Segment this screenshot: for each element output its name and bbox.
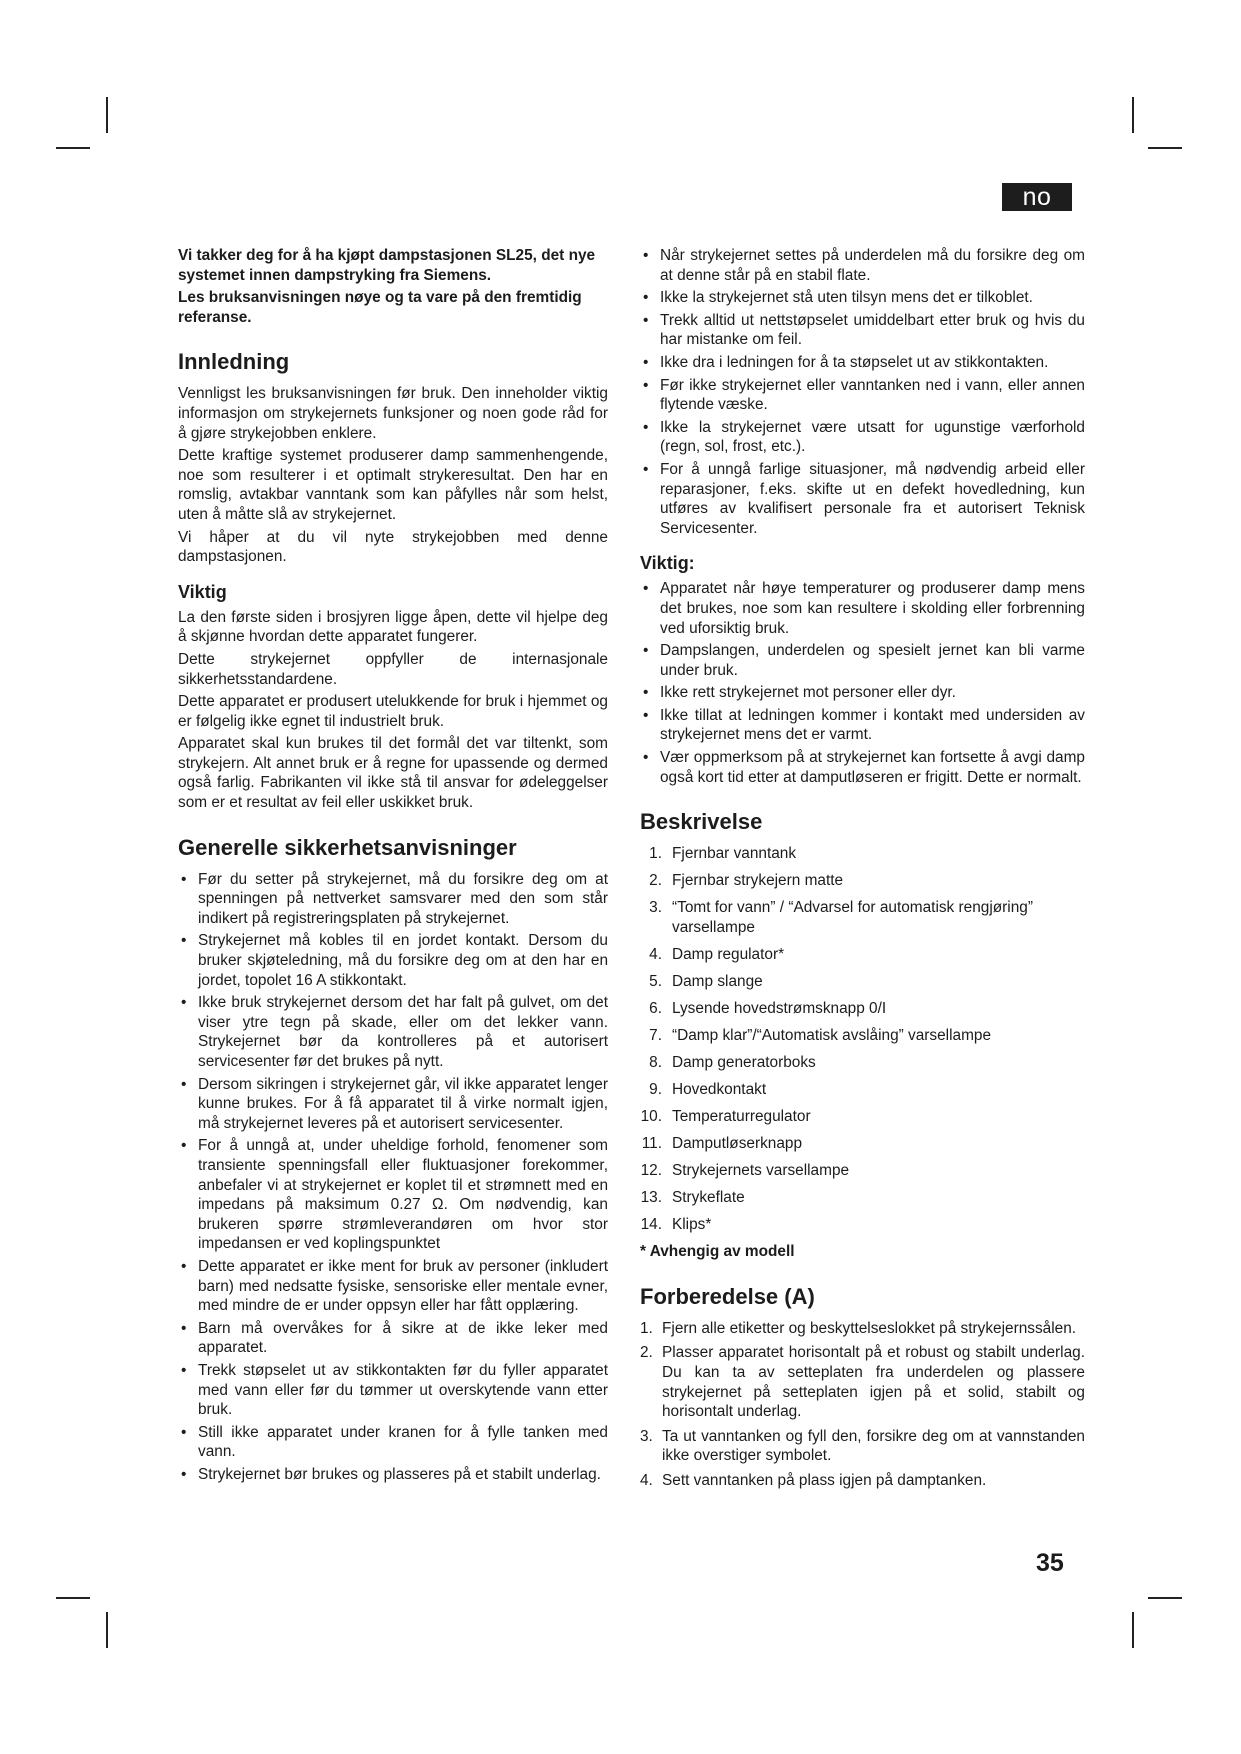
item-text: Sett vanntanken på plass igjen på damptanken. <box>662 1472 987 1489</box>
viktig-paragraph: La den første siden i brosjyren ligge åpen, dette vil hjelpe deg å skjønne hvordan dette apparatet fungerer. <box>178 608 608 646</box>
item-number: 2. <box>640 1344 653 1362</box>
crop-mark-bottom-right-h <box>1148 1597 1182 1599</box>
item-text: Ta ut vanntanken og fyll den, forsikre deg om at vannstanden ikke overstiger symbolet. <box>662 1427 1085 1465</box>
list-item: • Ikke dra i ledningen for å ta støpselet ut av stikkontakten. <box>640 353 1085 373</box>
language-badge: no <box>1002 183 1072 211</box>
item-text: Fjern alle etiketter og beskyttelseslokket på strykejernssålen. <box>662 1319 1077 1337</box>
item-number: 14. <box>640 1216 662 1234</box>
crop-mark-bottom-right-v <box>1132 1612 1134 1648</box>
heading-viktig: Viktig <box>178 581 227 602</box>
list-item <box>640 945 1085 965</box>
list-item <box>640 1026 1085 1046</box>
item-number: 4. <box>649 946 662 964</box>
crop-mark-top-right-v <box>1132 97 1134 133</box>
viktig-paragraph: Apparatet skal kun brukes til det formål det var tiltenkt, som strykejern. Alt annet bruk er å regne for upassende og dermed også farlig. Fabrikanten vil ikke stå til ansvar for ødeleggelser som er et resultat av feil eller uskikket bruk. <box>178 735 608 812</box>
crop-mark-top-right-h <box>1148 147 1182 149</box>
list-item: • Før ikke strykejernet eller vanntanken ned i vann, eller annen flytende væske. <box>640 376 1085 415</box>
list-item: • Vær oppmerksom på at strykejernet kan fortsette å avgi damp også kort tid etter at damputløseren er frigitt. Dette er normalt. <box>640 748 1085 787</box>
list-item <box>640 1053 1085 1073</box>
list-item: • Dampslangen, underdelen og spesielt jernet kan bli varme under bruk. <box>640 641 1085 680</box>
innledning-paragraph: Vi håper at du vil nyte strykejobben med denne dampstasjonen. <box>178 528 608 566</box>
list-item <box>640 1188 1085 1208</box>
item-number: 8. <box>649 1054 662 1072</box>
list-item <box>640 1161 1085 1181</box>
item-number: 2. <box>649 872 662 890</box>
item-text: Damp slange <box>672 973 763 991</box>
viktig-paragraph: Dette apparatet er produsert utelukkende for bruk i hjemmet og er følgelig ikke egnet til industrielt bruk. <box>178 693 608 730</box>
list-item: • Strykejernet må kobles til en jordet kontakt. Dersom du bruker skjøteledning, må du forsikre deg om at den har en jordet, topolet 16 A stikkontakt. <box>178 931 608 990</box>
item-text: Lysende hovedstrømsknapp 0/I <box>672 1000 887 1018</box>
list-item: • Ikke bruk strykejernet dersom det har falt på gulvet, om det viser ytre tegn på skade, eller om det lekker vann. Strykejernet bør da kontrolleres på et autorisert servicesenter før det brukes på nytt. <box>178 993 608 1071</box>
crop-mark-bottom-left-v <box>106 1612 108 1648</box>
list-item <box>640 972 1085 992</box>
item-text: “Tomt for vann” / “Advarsel for automatisk rengjøring” varsellampe <box>672 899 1033 937</box>
list-item: • For å unngå at, under uheldige forhold, fenomener som transiente spenningsfall eller fluktuasjoner forekommer, anbefaler vi at strykejernet er koplet til et strømnett med en impedans på maksimum 0.27 Ω. Om nødvendig, kan brukeren spørre strømleverandøren om hvor stor impedansen er ved koplingspunktet <box>178 1136 608 1254</box>
item-number: 10. <box>640 1108 662 1126</box>
list-item: • Apparatet når høye temperaturer og produserer damp mens det brukes, noe som kan resultere i skolding eller forbrenning ved uforsiktig bruk. <box>640 579 1085 638</box>
preparation-list <box>640 1319 1085 1491</box>
item-text: Plasser apparatet horisontalt på et robust og stabilt underlag. Du kan ta av setteplaten fra underdelen og plassere strykejernet på setteplaten igjen på et solid, stabilt og horisontalt underlag. <box>662 1344 1085 1421</box>
heading-viktig-2: Viktig: <box>640 553 695 574</box>
list-item <box>640 1215 1085 1235</box>
item-number: 3. <box>640 1427 653 1445</box>
item-number: 7. <box>649 1027 662 1045</box>
item-text: Temperaturregulator <box>672 1108 811 1126</box>
heading-forberedelse: Forberedelse (A) <box>640 1283 815 1309</box>
item-number: 4. <box>640 1472 653 1489</box>
item-text: Damputløserknapp <box>672 1135 803 1153</box>
item-text: Damp generatorboks <box>672 1054 816 1072</box>
innledning-paragraph: Dette kraftige systemet produserer damp sammenhengende, noe som resulterer i et optimalt strykeresultat. Den har en romslig, avtakbar vanntank som kan påfylles når som helst, uten å måtte slå av strykejernet. <box>178 447 608 523</box>
description-list <box>640 844 1085 1235</box>
page-number: 35 <box>1036 1549 1064 1577</box>
item-number: 1. <box>649 845 662 863</box>
list-item: • Dette apparatet er ikke ment for bruk av personer (inkludert barn) med nedsatte fysiske, sensoriske eller mentale evner, med mindre de er under oppsyn eller har fått opplæring. <box>178 1257 608 1316</box>
right-column <box>640 246 1085 1496</box>
list-item: • Trekk støpselet ut av stikkontakten før du fyller apparatet med vann eller før du tømmer ut overskytende vann etter bruk. <box>178 1361 608 1420</box>
list-item: • Trekk alltid ut nettstøpselet umiddelbart etter bruk og hvis du har mistanke om feil. <box>640 311 1085 350</box>
item-text: Strykeflate <box>672 1189 745 1207</box>
list-item: • Dersom sikringen i strykejernet går, vil ikke apparatet lenger kunne brukes. For å få apparatet til å virke normalt igjen, må strykejernet leveres på et autorisert servicesenter. <box>178 1075 608 1134</box>
item-number: 11. <box>641 1135 662 1153</box>
innledning-paragraph: Vennligst les bruksanvisningen før bruk. Den inneholder viktig informasjon om strykejernets funksjoner og noen gode råd for å gjøre strykejobben enklere. <box>178 385 608 442</box>
list-item: • Ikke tillat at ledningen kommer i kontakt med undersiden av strykejernet mens det er varmt. <box>640 706 1085 745</box>
list-item <box>640 871 1085 891</box>
item-text: Klips* <box>672 1216 712 1234</box>
heading-innledning: Innledning <box>178 349 290 375</box>
heading-beskrivelse: Beskrivelse <box>640 809 763 835</box>
list-item <box>640 1319 1085 1339</box>
list-item: • Strykejernet bør brukes og plasseres på et stabilt underlag. <box>178 1465 608 1485</box>
list-item: • Ikke la strykejernet stå uten tilsyn mens det er tilkoblet. <box>640 288 1085 308</box>
intro-read-manual: Les bruksanvisningen nøye og ta vare på den fremtidig referanse. <box>178 289 582 326</box>
item-number: 1. <box>640 1319 653 1337</box>
crop-mark-top-left-h <box>56 147 90 149</box>
heading-safety: Generelle sikkerhetsanvisninger <box>178 834 517 860</box>
item-number: 6. <box>649 1000 662 1018</box>
crop-mark-bottom-left-h <box>56 1597 90 1599</box>
list-item <box>640 898 1085 938</box>
item-number: 13. <box>640 1189 662 1207</box>
item-text: Hovedkontakt <box>672 1081 767 1099</box>
item-text: Fjernbar vanntank <box>672 845 797 863</box>
viktig-paragraph: Dette strykejernet oppfyller de internasjonale sikkerhetsstandardene. <box>178 650 608 688</box>
list-item <box>640 1471 1085 1491</box>
list-item: • For å unngå farlige situasjoner, må nødvendig arbeid eller reparasjoner, f.eks. skifte ut en defekt hovedledning, kun utføres av kvalifisert personale fra et autorisert Teknisk Servicesenter. <box>640 460 1085 538</box>
list-item <box>640 1343 1085 1421</box>
list-item <box>640 844 1085 864</box>
list-item: • Når strykejernet settes på underdelen må du forsikre deg om at denne står på en stabil flate. <box>640 246 1085 285</box>
list-item: • Barn må overvåkes for å sikre at de ikke leker med apparatet. <box>178 1319 608 1358</box>
item-text: Strykejernets varsellampe <box>672 1162 850 1180</box>
safety-list <box>178 870 608 1485</box>
left-column <box>178 246 608 1487</box>
list-item: • Ikke la strykejernet være utsatt for ugunstige værforhold (regn, sol, frost, etc.). <box>640 418 1085 457</box>
list-item <box>640 999 1085 1019</box>
list-item: • Ikke rett strykejernet mot personer eller dyr. <box>640 683 1085 703</box>
item-text: “Damp klar”/“Automatisk avslåing” varsellampe <box>672 1027 992 1045</box>
item-number: 12. <box>640 1162 662 1180</box>
list-item <box>640 1427 1085 1466</box>
intro-thanks: Vi takker deg for å ha kjøpt dampstasjonen SL25, det nye systemet innen dampstryking fra Siemens. <box>178 247 596 284</box>
list-item <box>640 1134 1085 1154</box>
list-item <box>640 1107 1085 1127</box>
crop-mark-top-left-v <box>106 97 108 133</box>
item-number: 9. <box>649 1081 662 1099</box>
model-footnote: * Avhengig av modell <box>640 1243 795 1261</box>
safety-list-continued <box>640 246 1085 538</box>
list-item <box>640 1080 1085 1100</box>
item-text: Damp regulator* <box>672 946 785 964</box>
item-text: Fjernbar strykejern matte <box>672 872 844 890</box>
item-number: 3. <box>649 899 662 917</box>
item-number: 5. <box>649 973 662 991</box>
viktig-list <box>640 579 1085 787</box>
list-item: • Før du setter på strykejernet, må du forsikre deg om at spenningen på nettverket samsvarer med den som står indikert på registreringsplaten på strykejernet. <box>178 870 608 929</box>
list-item: • Still ikke apparatet under kranen for å fylle tanken med vann. <box>178 1423 608 1462</box>
